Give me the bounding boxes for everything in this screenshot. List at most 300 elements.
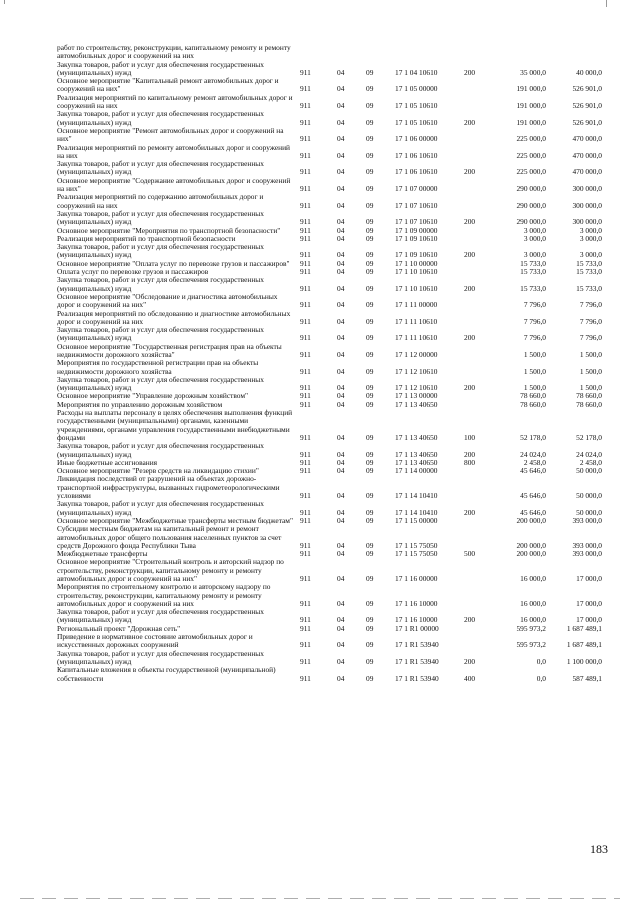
amount-year1-cell: 0,0: [536, 656, 546, 666]
amount-year2-cell: 7 796,0: [579, 333, 602, 343]
target-article-cell: 17 1 16 10000: [395, 615, 438, 625]
department-code-cell: 911: [300, 540, 311, 550]
department-code-cell: 911: [300, 333, 311, 343]
expense-name-cell: Реализация мероприятий по ремонту автомобильных дорог и сооружений на них: [57, 142, 290, 160]
expense-name-cell: Мероприятия по государственной регистрации прав на объекты недвижимости дорожного хозяйства: [57, 358, 259, 376]
section-code-cell: 04: [337, 391, 345, 401]
expense-type-cell: 100: [464, 432, 476, 442]
amount-year1-cell: 7 796,0: [523, 300, 546, 310]
expense-name-cell: Основное мероприятие "Капитальный ремонт автомобильных дорог и сооружений на них": [57, 76, 279, 94]
department-code-cell: 911: [300, 491, 311, 501]
expense-name-cell: Реализация мероприятий по обследованию и диагностике автомобильных дорог и сооружений на них: [57, 308, 291, 326]
expense-type-cell: [464, 558, 495, 583]
amount-year1-cell: 15 733,0: [520, 267, 546, 277]
amount-year1-cell: 200 000,0: [516, 515, 546, 525]
section-code-cell: 04: [337, 399, 345, 409]
amount-year2-cell: 300 000,0: [572, 200, 602, 210]
department-code-cell: 911: [300, 598, 311, 608]
expense-type-cell: 200: [464, 67, 476, 77]
expense-type-cell: [464, 310, 495, 327]
department-code-cell: 911: [300, 258, 311, 268]
subsection-code-cell: 09: [366, 391, 374, 401]
expense-type-cell: 200: [464, 167, 476, 177]
department-code-cell: 911: [300, 67, 311, 77]
expense-name-cell: Межбюджетные трансферты: [57, 549, 148, 559]
expense-type-cell: [464, 583, 495, 608]
section-code-cell: 04: [337, 491, 345, 501]
target-article-cell: 17 1 15 75050: [395, 549, 438, 559]
amount-year2-cell: 2 458,0: [579, 457, 602, 467]
expense-name-cell: Закупка товаров, работ и услуг для обеспечения государственных (муниципальных) нужд: [57, 325, 264, 343]
expense-type-cell: [464, 127, 495, 144]
table-row: [57, 409, 602, 442]
amount-year2-cell: 1 687 489,1: [566, 623, 602, 633]
target-article-cell: 17 1 05 10610: [395, 101, 438, 111]
amount-year2-cell: 24 024,0: [576, 449, 602, 459]
expense-name-cell: Закупка товаров, работ и услуг для обеспечения государственных (муниципальных) нужд: [57, 648, 264, 666]
expense-name-cell: Иные бюджетные ассигнования: [57, 457, 158, 467]
department-code-cell: 911: [300, 623, 311, 633]
expense-type-cell: 800: [464, 457, 476, 467]
table-row: [57, 326, 602, 343]
amount-year2-cell: [546, 44, 602, 61]
table-row: [57, 608, 602, 625]
expense-name-cell: Приведение в нормативное состояние автомобильных дорог и искусственных дорожных сооружений: [57, 632, 253, 650]
target-article-cell: 17 1 13 40650: [395, 457, 438, 467]
target-article-cell: 17 1 07 10610: [395, 217, 438, 227]
target-article-cell: 17 1 16 00000: [395, 574, 438, 583]
section-code-cell: 04: [337, 217, 345, 227]
expense-name-cell: Реализация мероприятий по транспортной безопасности: [57, 233, 236, 243]
expense-name-cell: Основное мероприятие "Ремонт автомобильных дорог и сооружений на них": [57, 125, 284, 144]
department-code-cell: 911: [300, 466, 311, 476]
section-code-cell: 04: [337, 184, 345, 194]
scan-edge: [20, 898, 620, 899]
amount-year2-cell: 78 660,0: [576, 391, 602, 401]
expense-type-cell: 200: [464, 283, 476, 293]
department-code-cell: 911: [300, 399, 311, 409]
section-code-cell: 04: [337, 167, 345, 177]
section-code-cell: 04: [337, 333, 345, 343]
department-code-cell: 911: [300, 217, 311, 227]
amount-year1-cell: 15 733,0: [520, 283, 546, 293]
expense-type-cell: 200: [464, 507, 476, 517]
amount-year1-cell: 78 660,0: [520, 399, 546, 409]
expense-name-cell: Закупка товаров, работ и услуг для обеспечения государственных (муниципальных) нужд: [57, 607, 264, 625]
subsection-code-cell: 09: [366, 283, 374, 293]
amount-year1-cell: 225 000,0: [516, 167, 546, 177]
expense-type-cell: [464, 517, 495, 525]
amount-year2-cell: 1 500,0: [579, 383, 602, 393]
expense-name-cell: Закупка товаров, работ и услуг для обеспечения государственных (муниципальных) нужд: [57, 59, 264, 77]
amount-year2-cell: 526 901,0: [572, 117, 602, 127]
subsection-code-cell: 09: [366, 349, 374, 359]
expense-name-cell: Закупка товаров, работ и услуг для обеспечения государственных (муниципальных) нужд: [57, 242, 264, 260]
subsection-code-cell: 09: [366, 673, 374, 683]
subsection-code-cell: 09: [366, 656, 374, 666]
table-row: [57, 110, 602, 127]
expense-name-cell: Основное мероприятие "Строительный контроль и авторский надзор по строительству, реконструкции, капитальному ремонту и ремонту автомобильных дорог и сооружений на них": [57, 557, 284, 583]
amount-year1-cell: 3 000,0: [523, 250, 546, 260]
amount-year1-cell: 45 646,0: [520, 491, 546, 501]
target-article-cell: 17 1 15 75050: [395, 540, 438, 550]
amount-year1-cell: 191 000,0: [516, 101, 546, 111]
target-article-cell: 17 1 R1 53940: [395, 656, 439, 666]
target-article-cell: 17 1 07 10610: [395, 200, 438, 210]
amount-year1-cell: 595 973,2: [516, 623, 546, 633]
subsection-code-cell: 09: [366, 540, 374, 550]
subsection-code-cell: 09: [366, 507, 374, 517]
table-body: [57, 44, 602, 683]
subsection-code-cell: 09: [366, 258, 374, 268]
amount-year1-cell: 16 000,0: [520, 615, 546, 625]
target-article-cell: 17 1 09 10610: [395, 233, 438, 243]
subsection-code-cell: 09: [366, 574, 374, 583]
expense-name-cell: Мероприятия по строительному контролю и авторскому надзору по строительству, реконструкции, капитальному ремонту и ремонту автомобильных дорог и сооружений на них: [57, 582, 271, 608]
expense-name-cell: Закупка товаров, работ и услуг для обеспечения государственных (муниципальных) нужд: [57, 441, 264, 459]
target-article-cell: 17 1 11 00000: [395, 300, 438, 310]
section-code-cell: 04: [337, 383, 345, 393]
amount-year2-cell: 1 687 489,1: [566, 640, 602, 650]
subsection-code-cell: 09: [366, 150, 374, 160]
target-article-cell: 17 1 05 10610: [395, 117, 438, 127]
subsection-code-cell: 09: [366, 84, 374, 94]
subsection-code-cell: 09: [366, 200, 374, 210]
table-row: [57, 77, 602, 94]
section-code-cell: 04: [337, 598, 345, 608]
amount-year2-cell: 587 489,1: [572, 673, 602, 683]
section-code-cell: 04: [337, 200, 345, 210]
target-article-cell: 17 1 09 10610: [395, 250, 438, 260]
department-code-cell: 911: [300, 574, 311, 583]
amount-year2-cell: 300 000,0: [572, 184, 602, 194]
table-row: [57, 666, 602, 683]
expense-name-cell: Основное мероприятие "Межбюджетные трансферты местным бюджетам": [57, 515, 293, 525]
amount-year1-cell: 7 796,0: [523, 333, 546, 343]
section-code-cell: 04: [337, 656, 345, 666]
amount-year2-cell: 15 733,0: [576, 283, 602, 293]
target-article-cell: 17 1 R1 53940: [395, 640, 439, 650]
department-code-cell: 911: [300, 283, 311, 293]
expense-name-cell: Закупка товаров, работ и услуг для обеспечения государственных (муниципальных) нужд: [57, 208, 264, 227]
expense-name-cell: Субсидии местным бюджетам на капитальный ремонт и ремонт автомобильных дорог общего пользования населенных пунктов за счет средств Дорожного фонда Республики Тыва: [57, 524, 282, 550]
department-code-cell: 911: [300, 150, 311, 160]
expense-type-cell: 200: [464, 615, 476, 625]
amount-year1-cell: 200 000,0: [516, 549, 546, 559]
amount-year1-cell: 78 660,0: [520, 391, 546, 401]
department-code-cell: 911: [300, 250, 311, 260]
section-code-cell: 04: [337, 233, 345, 243]
expense-name-cell: Закупка товаров, работ и услуг для обеспечения государственных (муниципальных) нужд: [57, 159, 264, 177]
amount-year1-cell: 3 000,0: [523, 225, 546, 235]
expense-name-cell: Капитальные вложения в объекты государственной (муниципальной) собственности: [57, 665, 276, 683]
target-article-cell: 17 1 R1 00000: [395, 623, 439, 633]
department-code-cell: 911: [300, 640, 311, 650]
table-row: [57, 500, 602, 517]
subsection-code-cell: 09: [366, 67, 374, 77]
amount-year1-cell: 45 646,0: [520, 466, 546, 476]
table-row: [57, 276, 602, 293]
amount-year1-cell: 1 500,0: [523, 366, 546, 376]
expense-type-cell: 200: [464, 656, 476, 666]
expense-type-cell: [464, 633, 495, 650]
table-row: [57, 144, 602, 161]
subsection-code-cell: 09: [366, 491, 374, 501]
table-row: [57, 243, 602, 260]
amount-year2-cell: 393 000,0: [572, 540, 602, 550]
expense-name-cell: Основное мероприятие "Мероприятия по транспортной безопасности": [57, 225, 281, 235]
amount-year2-cell: 3 000,0: [579, 233, 602, 243]
department-code-cell: 911: [300, 349, 311, 359]
amount-year2-cell: 17 000,0: [576, 615, 602, 625]
amount-year1-cell: [495, 44, 546, 61]
section-code-cell: 04: [337, 615, 345, 625]
table-row: [57, 558, 602, 583]
subsection-code-cell: 09: [366, 117, 374, 127]
target-article-cell: 17 1 13 40650: [395, 399, 438, 409]
subsection-code-cell: 09: [366, 640, 374, 650]
expense-name-cell: Мероприятия по управлению дорожным хозяйством: [57, 399, 223, 409]
target-article-cell: 17 1 14 10410: [395, 491, 438, 501]
subsection-code-cell: 09: [366, 267, 374, 277]
section-code-cell: 04: [337, 507, 345, 517]
expense-type-cell: [464, 625, 495, 633]
target-article-cell: 17 1 14 00000: [395, 466, 438, 476]
amount-year1-cell: 290 000,0: [516, 217, 546, 227]
expense-type-cell: [464, 235, 495, 243]
target-article-cell: 17 1 09 00000: [395, 225, 438, 235]
subsection-code-cell: 09: [366, 623, 374, 633]
department-code-cell: 911: [300, 134, 311, 144]
department-code-cell: 911: [300, 391, 311, 401]
target-article-cell: 17 1 11 10610: [395, 333, 438, 343]
section-code-cell: 04: [337, 134, 345, 144]
amount-year1-cell: 45 646,0: [520, 507, 546, 517]
expense-type-cell: 200: [464, 250, 476, 260]
expense-name-cell: Основное мероприятие "Содержание автомобильных дорог и сооружений на них": [57, 175, 291, 194]
table-row: [57, 94, 602, 111]
expense-type-cell: [464, 392, 495, 400]
amount-year2-cell: 393 000,0: [572, 515, 602, 525]
department-code-cell: 911: [300, 457, 311, 467]
amount-year2-cell: 7 796,0: [579, 300, 602, 310]
target-article-cell: 17 1 05 00000: [395, 84, 438, 94]
amount-year1-cell: 16 000,0: [520, 574, 546, 583]
section-code-cell: 04: [337, 267, 345, 277]
amount-year2-cell: 15 733,0: [576, 267, 602, 277]
table-row: [57, 525, 602, 550]
expense-name-cell: Закупка товаров, работ и услуг для обеспечения государственных (муниципальных) нужд: [57, 109, 264, 127]
table-row: [57, 310, 602, 327]
department-code-cell: 911: [300, 267, 311, 277]
subsection-code-cell: 09: [366, 615, 374, 625]
page-number: 183: [590, 842, 608, 856]
section-code-cell: 04: [337, 449, 345, 459]
expense-type-cell: 400: [464, 673, 476, 683]
section-code-cell: 04: [337, 117, 345, 127]
section-code-cell: 04: [337, 623, 345, 633]
section-code-cell: [337, 44, 366, 61]
amount-year1-cell: 225 000,0: [516, 134, 546, 144]
expense-type-cell: 500: [464, 549, 476, 559]
subsection-code-cell: 09: [366, 399, 374, 409]
subsection-code-cell: 09: [366, 217, 374, 227]
amount-year2-cell: 3 000,0: [579, 250, 602, 260]
amount-year2-cell: 470 000,0: [572, 150, 602, 160]
amount-year2-cell: 17 000,0: [576, 574, 602, 583]
amount-year1-cell: 200 000,0: [516, 540, 546, 550]
expense-type-cell: [464, 193, 495, 210]
section-code-cell: 04: [337, 316, 345, 326]
subsection-code-cell: 09: [366, 225, 374, 235]
subsection-code-cell: 09: [366, 134, 374, 144]
department-code-cell: 911: [300, 200, 311, 210]
department-code-cell: 911: [300, 117, 311, 127]
department-code-cell: 911: [300, 432, 311, 442]
department-code-cell: 911: [300, 507, 311, 517]
amount-year1-cell: 3 000,0: [523, 233, 546, 243]
target-article-cell: 17 1 12 10610: [395, 383, 438, 393]
section-code-cell: 04: [337, 432, 345, 442]
section-code-cell: 04: [337, 250, 345, 260]
section-code-cell: 04: [337, 540, 345, 550]
expense-type-cell: 200: [464, 217, 476, 227]
department-code-cell: 911: [300, 167, 311, 177]
target-article-cell: 17 1 10 10610: [395, 283, 438, 293]
expense-name-cell: Реализация мероприятий по содержанию автомобильных дорог и сооружений на них: [57, 192, 264, 210]
amount-year1-cell: 290 000,0: [516, 200, 546, 210]
subsection-code-cell: 09: [366, 233, 374, 243]
expense-name-cell: Закупка товаров, работ и услуг для обеспечения государственных (муниципальных) нужд: [57, 499, 264, 517]
section-code-cell: 04: [337, 258, 345, 268]
subsection-code-cell: 09: [366, 457, 374, 467]
amount-year1-cell: 191 000,0: [516, 84, 546, 94]
section-code-cell: 04: [337, 640, 345, 650]
amount-year2-cell: 50 000,0: [576, 491, 602, 501]
subsection-code-cell: 09: [366, 598, 374, 608]
scan-mark: [606, 0, 607, 7]
amount-year1-cell: 595 973,2: [516, 640, 546, 650]
section-code-cell: 04: [337, 225, 345, 235]
subsection-code-cell: [366, 44, 395, 61]
amount-year2-cell: 50 000,0: [576, 507, 602, 517]
expense-type-cell: [464, 293, 495, 310]
table-row: [57, 650, 602, 667]
expense-type-cell: [464, 359, 495, 376]
expense-type-cell: [464, 177, 495, 194]
expense-name-cell: Ликвидация последствий от разрушений на объектах дорожно-транспортной инфраструктуры, вызванных гидрометеорологическими условиями: [57, 474, 280, 501]
table-row: [57, 293, 602, 310]
amount-year2-cell: 78 660,0: [576, 399, 602, 409]
expense-name-cell: Основное мероприятие "Управление дорожным хозяйством": [57, 391, 249, 401]
amount-year1-cell: 52 178,0: [520, 432, 546, 442]
expense-name-cell: Оплата услуг по перевозке грузов и пассажиров: [57, 267, 209, 277]
amount-year1-cell: 191 000,0: [516, 117, 546, 127]
section-code-cell: 04: [337, 466, 345, 476]
table-row: [57, 475, 602, 500]
target-article-cell: 17 1 06 10610: [395, 150, 438, 160]
department-code-cell: 911: [300, 549, 311, 559]
subsection-code-cell: 09: [366, 250, 374, 260]
department-code-cell: 911: [300, 383, 311, 393]
amount-year1-cell: 15 733,0: [520, 258, 546, 268]
department-code-cell: 911: [300, 101, 311, 111]
section-code-cell: 04: [337, 366, 345, 376]
amount-year1-cell: 1 500,0: [523, 349, 546, 359]
subsection-code-cell: 09: [366, 366, 374, 376]
target-article-cell: 17 1 13 40650: [395, 432, 438, 442]
target-article-cell: 17 1 06 10610: [395, 167, 438, 177]
subsection-code-cell: 09: [366, 466, 374, 476]
table-row: [57, 193, 602, 210]
amount-year2-cell: 470 000,0: [572, 167, 602, 177]
expense-name-cell: Закупка товаров, работ и услуг для обеспечения государственных (муниципальных) нужд: [57, 374, 264, 393]
expense-name-cell: Основное мероприятие "Резерв средств на ликвидацию стихии": [57, 466, 259, 476]
target-article-cell: 17 1 11 10610: [395, 316, 438, 326]
amount-year2-cell: 50 000,0: [576, 466, 602, 476]
subsection-code-cell: 09: [366, 383, 374, 393]
expense-type-cell: 200: [464, 449, 476, 459]
amount-year2-cell: 15 733,0: [576, 258, 602, 268]
section-code-cell: 04: [337, 349, 345, 359]
section-code-cell: 04: [337, 84, 345, 94]
table-row: [57, 160, 602, 177]
expense-name-cell: Основное мероприятие "Обследование и диагностика автомобильных дорог и сооружений на них": [57, 291, 278, 310]
amount-year2-cell: 3 000,0: [579, 225, 602, 235]
expense-type-cell: [464, 525, 495, 550]
expense-type-cell: [464, 467, 495, 475]
department-code-cell: 911: [300, 233, 311, 243]
table-row: [57, 376, 602, 393]
subsection-code-cell: 09: [366, 432, 374, 442]
target-article-cell: [395, 44, 464, 61]
subsection-code-cell: 09: [366, 184, 374, 194]
target-article-cell: 17 1 06 00000: [395, 134, 438, 144]
target-article-cell: 17 1 13 40650: [395, 449, 438, 459]
table-row: [57, 359, 602, 376]
amount-year2-cell: 17 000,0: [576, 598, 602, 608]
target-article-cell: 17 1 15 00000: [395, 515, 438, 525]
expense-name-cell: Реализация мероприятий по капитальному ремонт автомобильных дорог и сооружений на них: [57, 92, 293, 111]
amount-year2-cell: 526 901,0: [572, 101, 602, 111]
expense-name-cell: Расходы на выплаты персоналу в целях обеспечения выполнения функций государственными (муниципальными) органами, казенными учреждениями, органами управления государственными внебюджетными фондами: [57, 408, 293, 442]
expense-type-cell: 200: [464, 383, 476, 393]
amount-year1-cell: 35 000,0: [520, 67, 546, 77]
department-code-cell: 911: [300, 615, 311, 625]
amount-year2-cell: 526 901,0: [572, 84, 602, 94]
scan-mark: [4, 0, 5, 4]
amount-year1-cell: 225 000,0: [516, 150, 546, 160]
target-article-cell: 17 1 07 00000: [395, 184, 438, 194]
amount-year2-cell: 470 000,0: [572, 134, 602, 144]
subsection-code-cell: 09: [366, 333, 374, 343]
expense-name-cell: Основное мероприятие "Оплата услуг по перевозке грузов и пассажиров": [57, 258, 290, 268]
expense-type-cell: [464, 44, 495, 61]
expense-type-cell: [464, 77, 495, 94]
department-code-cell: 911: [300, 449, 311, 459]
amount-year1-cell: 24 024,0: [520, 449, 546, 459]
table-row: [57, 177, 602, 194]
amount-year1-cell: 1 500,0: [523, 383, 546, 393]
expense-type-cell: [464, 144, 495, 161]
subsection-code-cell: 09: [366, 316, 374, 326]
subsection-code-cell: 09: [366, 101, 374, 111]
expense-type-cell: [464, 475, 495, 500]
table-row: [57, 442, 602, 459]
amount-year2-cell: 7 796,0: [579, 316, 602, 326]
section-code-cell: 04: [337, 300, 345, 310]
section-code-cell: 04: [337, 549, 345, 559]
